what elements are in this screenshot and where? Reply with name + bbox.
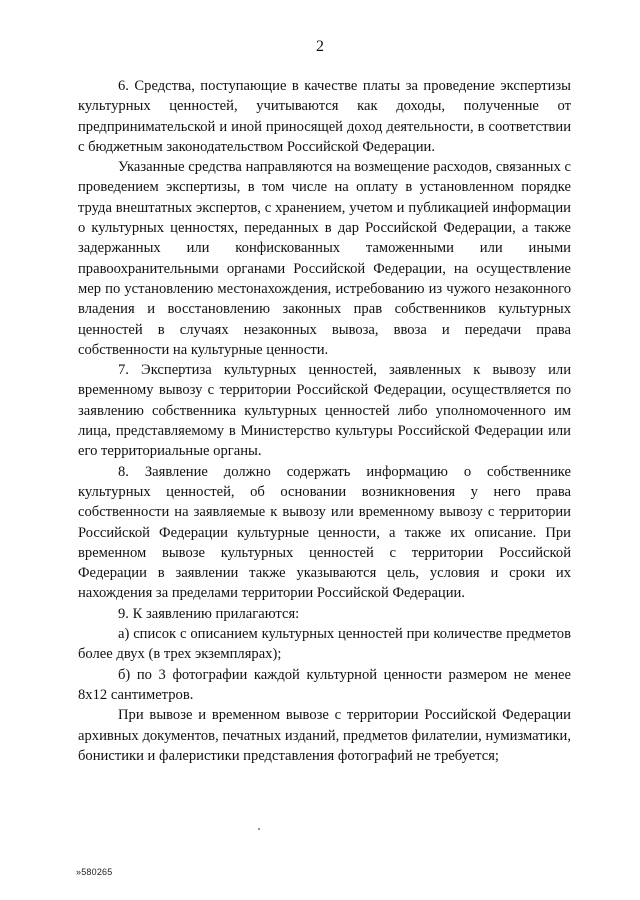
paragraph-8: 8. Заявление должно содержать информацию о собственнике культурных ценностей, об основании возникновения у него права собственности на заявляемые к вывозу или временному вывозу с территории Российской Федерации культурные ценности, а также их описание. При временном вывозе культурных ценностей с территории Российской Федерации в заявлении также указываются цель, условия и сроки их нахождения за пределами территории Российской Федерации. (78, 463, 571, 602)
paragraph-9-exception: При вывозе и временном вывозе с территории Российской Федерации архивных документов, печатных изданий, предметов филателии, нумизматики, бонистики и фалеристики представления фотографий не требуется; (78, 707, 571, 764)
paragraph-9-item-b: б) по 3 фотографии каждой культурной ценности размером не менее 8x12 сантиметров. (78, 666, 571, 703)
document-code: »580265 (76, 867, 113, 877)
paragraph-6: 6. Средства, поступающие в качестве платы за проведение экспертизы культурных ценностей, учитываются как доходы, полученные от предпринимательской и иной приносящей доход деятельности, в соответствии с бюджетным законодательством Российской Федерации. (78, 78, 571, 155)
paragraph-7: 7. Экспертиза культурных ценностей, заявленных к вывозу или временному вывозу с территории Российской Федерации, осуществляется по заявлению собственника культурных ценностей либо уполномоченного им лица, представляемому в Министерство культуры Российской Федерации или его территориальные органы. (78, 362, 571, 460)
paragraph-9: 9. К заявлению прилагаются: (118, 605, 300, 622)
scan-speck (258, 828, 260, 830)
paragraph-6-funds-use: Указанные средства направляются на возмещение расходов, связанных с проведением экспертизы, в том числе на оплату в установленном порядке труда внештатных экспертов, с хранением, учетом и публикацией информации о культурных ценностях, переданных в дар Российской Федерации, а также задержанных или конфискованных таможенными или иными правоохранительными органами Российской Федерации, на осуществление мер по установлению местонахождения, истребованию из чужого незаконного владения и восстановлению законных прав собственников культурных ценностей в случаях незаконных вывоза, ввоза и передачи права собственности на культурные ценности. (78, 159, 571, 358)
page-number: 2 (316, 38, 324, 55)
document-body (78, 76, 571, 766)
paragraph-9-item-a: а) список с описанием культурных ценностей при количестве предметов более двух (в трех экземплярах); (78, 626, 571, 663)
